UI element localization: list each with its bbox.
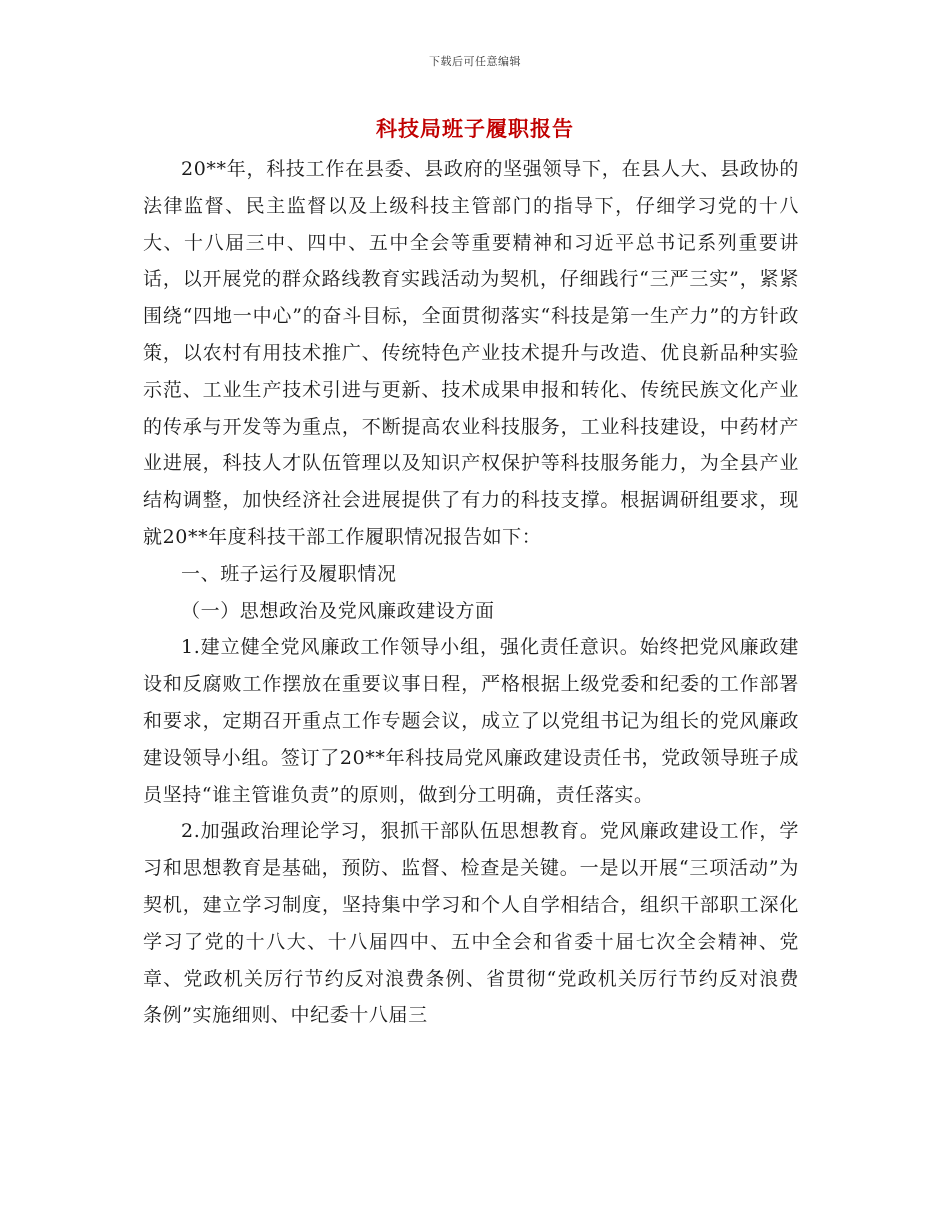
document-body xyxy=(143,151,799,1034)
subsection-heading: （一）思想政治及党风廉政建设方面 xyxy=(181,599,495,622)
document-title: 科技局班子履职报告 xyxy=(376,116,574,141)
body-paragraph: 2.加强政治理论学习，狠抓干部队伍思想教育。党风廉政建设工作，学习和思想教育是基础，预防、监督、检查是关键。一是以开展“三项活动”为契机，建立学习制度，坚持集中学习和个人自学相结合，组织干部职工深化学习了党的十八大、十八届四中、五中全会和省委十届七次全会精神、党章、党政机关厉行节约反对浪费条例、省贯彻“党政机关厉行节约反对浪费条例”实施细则、中纪委十八届三 xyxy=(143,820,799,1027)
intro-paragraph: 20**年，科技工作在县委、县政府的坚强领导下，在县人大、县政协的法律监督、民主监督以及上级科技主管部门的指导下，仔细学习党的十八大、十八届三中、四中、五中全会等重要精神和习近平总书记系列重要讲话，以开展党的群众路线教育实践活动为契机，仔细践行“三严三实”，紧紧围绕“四地一中心”的奋斗目标，全面贯彻落实“科技是第一生产力”的方针政策，以农村有用技术推广、传统特色产业技术提升与改造、优良新品种实验示范、工业生产技术引进与更新、技术成果申报和转化、传统民族文化产业的传承与开发等为重点，不断提高农业科技服务，工业科技建设，中药材产业进展，科技人才队伍管理以及知识产权保护等科技服务能力，为全县产业结构调整，加快经济社会进展提供了有力的科技支撑。根据调研组要求，现就20**年度科技干部工作履职情况报告如下： xyxy=(143,158,799,548)
section-heading: 一、班子运行及履职情况 xyxy=(181,562,397,585)
page-header-note: 下载后可任意编辑 xyxy=(429,55,521,68)
body-paragraph: 1.建立健全党风廉政工作领导小组，强化责任意识。始终把党风廉政建设和反腐败工作摆放在重要议事日程，严格根据上级党委和纪委的工作部署和要求，定期召开重点工作专题会议，成立了以党组书记为组长的党风廉政建设领导小组。签订了20**年科技局党风廉政建设责任书，党政领导班子成员坚持“谁主管谁负责”的原则，做到分工明确，责任落实。 xyxy=(143,636,799,806)
